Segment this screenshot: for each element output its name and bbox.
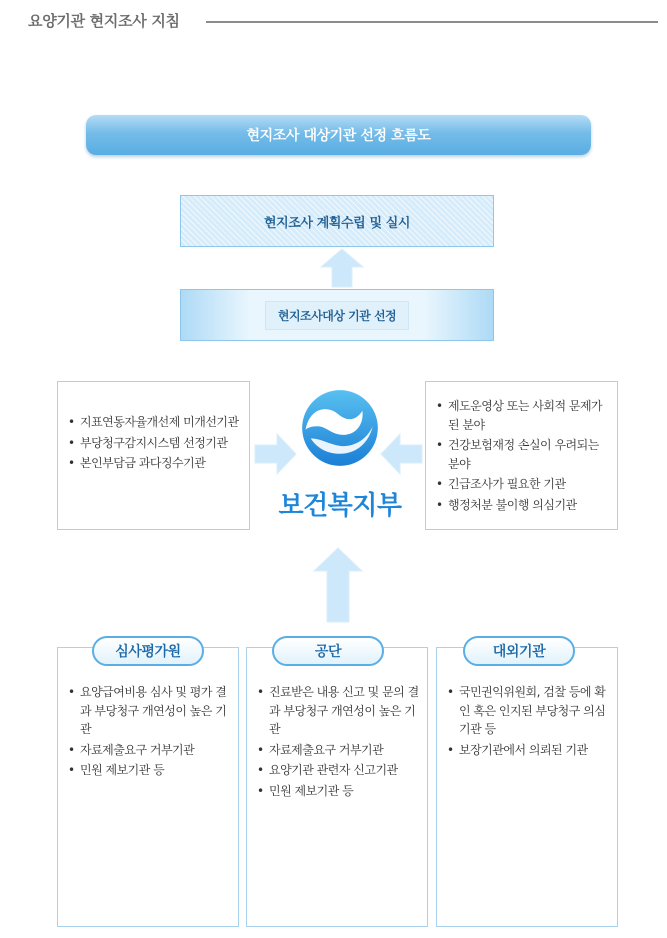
list-item: • 행정처분 불이행 의심기관: [434, 496, 613, 515]
plan-step-box: 현지조사 계획수립 및 실시: [180, 195, 494, 247]
flowchart-title: 현지조사 대상기관 선정 흐름도: [86, 115, 591, 155]
list-item: • 국민권익위원회, 검찰 등에 확인 혹은 인지된 부당청구 의심기관 등: [445, 683, 613, 739]
list-item: • 진료받은 내용 신고 및 문의 결과 부당청구 개연성이 높은 기관: [255, 683, 423, 739]
right-criteria-box: [425, 381, 618, 530]
right-arrow-icon: [253, 432, 297, 476]
list-item: • 보장기관에서 의뢰된 기관: [445, 741, 613, 760]
source-label-nhis: 공단: [272, 636, 384, 666]
list-item: • 요양급여비용 심사 및 평가 결과 부당청구 개연성이 높은 기관: [66, 683, 234, 739]
ministry-logo-icon: [297, 385, 383, 471]
ministry-name: 보건복지부: [278, 491, 402, 521]
source-label-external: 대외기관: [463, 636, 575, 666]
list-item: • 제도운영상 또는 사회적 문제가 된 분야: [434, 397, 613, 434]
list-item: • 본인부담금 과다징수기관: [66, 454, 243, 473]
source-label-hira: 심사평가원: [92, 636, 204, 666]
left-criteria-box: [57, 381, 250, 530]
source-column-nhis: [246, 647, 428, 927]
select-step-box: [180, 289, 494, 341]
up-arrow-icon: [312, 547, 364, 623]
list-item: • 민원 제보기관 등: [66, 761, 234, 780]
list-item: • 자료제출요구 거부기관: [66, 741, 234, 760]
page-title: 요양기관 현지조사 지침: [28, 12, 180, 30]
header-divider: [206, 21, 658, 23]
list-item: • 긴급조사가 필요한 기관: [434, 475, 613, 494]
list-item: • 부당청구감지시스템 선정기관: [66, 434, 243, 453]
list-item: • 민원 제보기관 등: [255, 782, 423, 801]
list-item: • 지표연동자율개선제 미개선기관: [66, 413, 243, 432]
list-item: • 건강보험재정 손실이 우려되는 분야: [434, 436, 613, 473]
left-arrow-icon: [380, 432, 424, 476]
source-column-hira: [57, 647, 239, 927]
source-column-external: [436, 647, 618, 927]
up-arrow-icon: [319, 248, 365, 288]
list-item: • 자료제출요구 거부기관: [255, 741, 423, 760]
list-item: • 요양기관 관련자 신고기관: [255, 761, 423, 780]
select-step-label: 현지조사대상 기관 선정: [265, 301, 409, 330]
